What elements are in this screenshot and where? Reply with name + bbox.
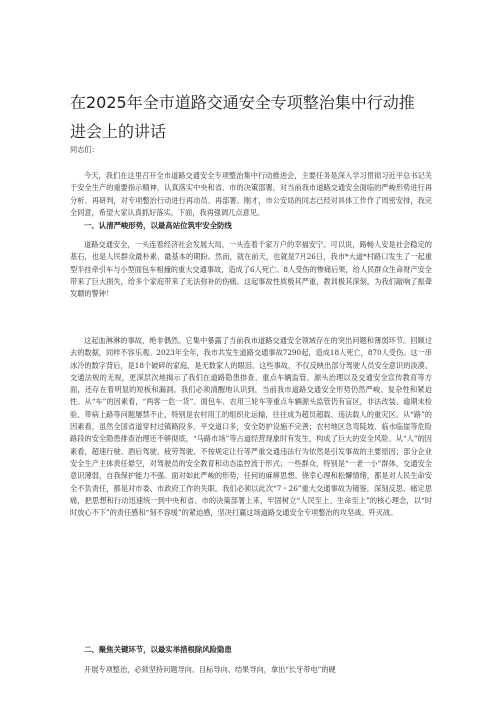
section-2-heading: 二、聚焦关键环节，以最实举措根除风险隐患 [84, 645, 232, 654]
section-1-heading: 一、认清严峻形势，以最高站位筑牢安全防线 [84, 221, 232, 230]
section-1-paragraph-2: 这起血淋淋的事故，绝非偶然。它集中暴露了当前我市道路交通安全领域存在的突出问题和薄弱环节。回顾过去的数据，同样不容乐观。2023年全年，我市共发生道路交通事故7290起，造成18人死亡，870人受伤。这一串冰冷的数字背后，是18个破碎的家庭，是无数家人的眼泪。这些事故，不仅反映出部分驾驶人员安全意识的淡漠、交通法规的无视，更深层次地揭示了我们在道路隐患排查、重点车辆监管、源头治理以及交通安全宣传教育等方面，还存在着明显的短板和漏洞。我们必须清醒地认识到，当前我市道路交通安全形势仍然严峻、复杂性和紧迫性。从“车”的因素看，“两客一危一货”、面包车、农用三轮车等重点车辆源头监管仍有盲区，非法改装、逾期未检验、带病上路等问题屡禁不止，特别是农村用工的组织化运输，往往成为超员超载、违法载人的重灾区。从“路”的因素看，虽然全国省道穿村过镇路段多、平交道口多，安全防护设施不完善；农村地区急弯陡坡、临水临崖等危险路段的安全隐患排查治理还不够彻底，“马路市场”等占道经营现象时有发生，构成了巨大的安全风险。从“人”的因素看，超速行驶、酒后驾驶、疲劳驾驶、不按规定让行等严重交通违法行为依然是引发事故的主要原因；部分企业安全生产主体责任悬空，对驾驶员的安全教育和动态监控流于形式；一些群众，特别是“一老一小”群体，交通安全意识薄弱，自我保护能力不强。面对如此严峻的形势，任何的麻痹思想、侥幸心理和松懈情绪，都是对人民生命安全不负责任，都是对市委、市政府工作的失职。我们必须以此次“7・26”重大交通事故为镜鉴，深刻反思、痛定思痛，把思想和行动迅速统一到中央和省、市的决策部署上来，牢固树立“人民至上、生命至上”的核心理念，以“时时放心不下”的责任感和“刻不容缓”的紧迫感，坚决打赢这场道路交通安全专项整治的攻坚战、歼灭战。 [70, 336, 432, 518]
salutation: 同志们： [70, 145, 99, 154]
intro-paragraph: 今天，我们在这里召开全市道路交通安全专项整治集中行动推进会，主要任务是深入学习贯彻习近平总书记关于安全生产的重要指示精神，认真落实中央和省、市的决策部署，对当前我市道路交通安全面临的严峻形势进行再分析、再研判，对专项整治行动进行再动员、再部署。刚才，市公安局的同志已经对具体工作作了周密安排，我完全同意，希望大家认真抓好落实。下面，我再强调几点意见。 [70, 171, 432, 217]
section-2-paragraph-1: 开展专项整治，必须坚持问题导向、目标导向、结果导向，拿出“长牙带电”的硬 [84, 665, 336, 674]
section-1-paragraph-1: 道路交通安全，一头连着经济社会发展大局，一头连着千家万户的幸福安宁。可以说，路畅人安是社会稳定的基石，也是人民群众最朴素、最基本的期盼。然而，就在前天，也就是7月26日，我市*大道*村路口发生了一起重型半挂牵引车与小型面包车相撞的重大交通事故，造成了6人死亡、8人受伤的惨痛后果，给人民群众生命财产安全带来了巨大损失，给多个家庭带来了无法弥补的伤痛。这起事故性质极其严重，教训极其深刻，为我们敲响了振聋发聩的警钟！ [70, 240, 432, 299]
document-title: 在2025年全市道路交通安全专项整治集中行动推进会上的讲话 [70, 93, 415, 141]
